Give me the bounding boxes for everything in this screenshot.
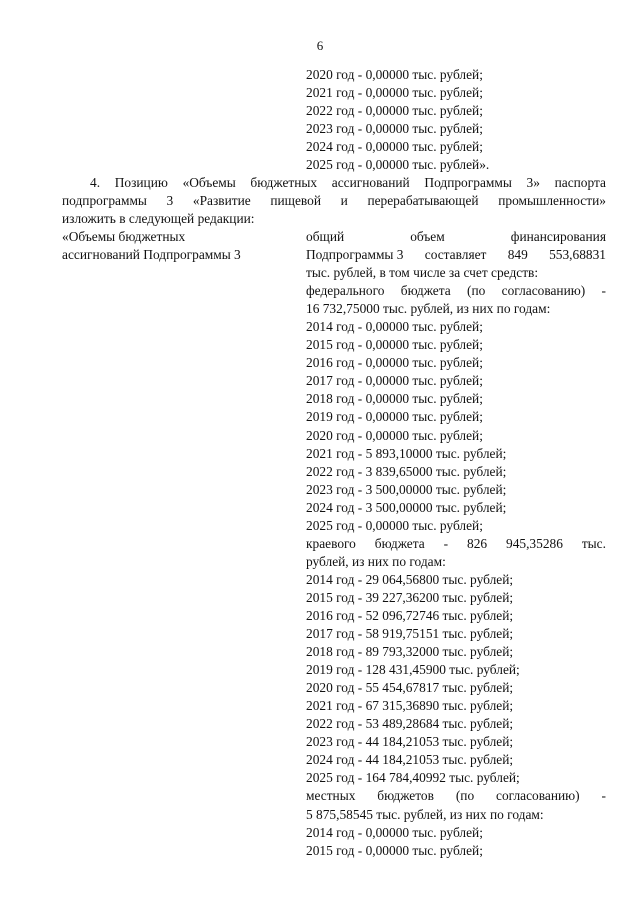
word: ассигнований — [331, 175, 410, 190]
word: 849 — [507, 247, 528, 263]
federal-year-item: 2015 год - 0,00000 тыс. рублей; — [306, 337, 483, 353]
list-item: 2022 год - 0,00000 тыс. рублей; — [306, 103, 483, 119]
intro-line: тыс. рублей, в том числе за счет средств: — [306, 265, 539, 281]
word: краевого — [306, 535, 356, 551]
word: 945,35286 — [506, 535, 563, 551]
regional-year-item: 2025 год - 164 784,40992 тыс. рублей; — [306, 770, 520, 786]
intro-line: 16 732,75000 тыс. рублей, из них по годам: — [306, 301, 551, 317]
list-item: 2021 год - 0,00000 тыс. рублей; — [306, 85, 483, 101]
intro-line — [306, 282, 606, 300]
word: Позицию — [114, 175, 168, 190]
federal-year-item: 2016 год - 0,00000 тыс. рублей; — [306, 355, 483, 371]
word: «Объемы — [182, 175, 236, 190]
federal-year-item: 2024 год - 3 500,00000 тыс. рублей; — [306, 499, 507, 515]
paragraph-line — [62, 174, 606, 192]
regional-year-item: 2021 год - 67 315,36890 тыс. рублей; — [306, 698, 514, 714]
regional-year-item: 2014 год - 29 064,56800 тыс. рублей; — [306, 571, 514, 587]
word: перерабатывающей — [367, 193, 479, 209]
federal-year-item: 2014 год - 0,00000 тыс. рублей; — [306, 319, 483, 335]
regional-budget-line — [306, 535, 606, 553]
word: федерального — [306, 283, 385, 299]
word: 553,68831 — [549, 247, 606, 263]
regional-year-item: 2019 год - 128 431,45900 тыс. рублей; — [306, 662, 520, 678]
word: промышленности» — [498, 193, 606, 209]
word: Подпрограммы — [424, 175, 512, 190]
position-title — [62, 228, 292, 264]
instruction-paragraph — [62, 174, 606, 228]
word: тыс. — [581, 535, 606, 551]
list-item: 2023 год - 0,00000 тыс. рублей; — [306, 121, 483, 137]
intro-line — [306, 246, 606, 264]
word: объем — [410, 229, 445, 244]
local-year-item: 2014 год - 0,00000 тыс. рублей; — [306, 824, 483, 840]
federal-year-item: 2018 год - 0,00000 тыс. рублей; — [306, 391, 483, 407]
federal-year-item: 2023 год - 3 500,00000 тыс. рублей; — [306, 481, 507, 497]
top-year-list — [306, 66, 606, 174]
regional-year-item: 2017 год - 58 919,75151 тыс. рублей; — [306, 626, 514, 642]
federal-year-item: 2021 год - 5 893,10000 тыс. рублей; — [306, 445, 507, 461]
word: Подпрограммы 3 — [306, 247, 404, 263]
regional-year-item: 2024 год - 44 184,21053 тыс. рублей; — [306, 752, 514, 768]
intro-line — [306, 228, 606, 246]
word: - — [443, 535, 449, 551]
word: 3 — [166, 193, 174, 209]
federal-year-item: 2017 год - 0,00000 тыс. рублей; — [306, 373, 483, 389]
word: бюджета — [374, 535, 425, 551]
paragraph-line: изложить в следующей редакции: — [62, 211, 255, 227]
federal-year-item: 2020 год - 0,00000 тыс. рублей; — [306, 427, 483, 443]
word: подпрограммы — [62, 193, 147, 209]
federal-year-item: 2025 год - 0,00000 тыс. рублей; — [306, 517, 483, 533]
word: пищевой — [270, 193, 322, 209]
word: «Развитие — [192, 193, 251, 209]
local-year-item: 2015 год - 0,00000 тыс. рублей; — [306, 842, 483, 858]
regional-year-item: 2015 год - 39 227,36200 тыс. рублей; — [306, 589, 514, 605]
regional-year-item: 2018 год - 89 793,32000 тыс. рублей; — [306, 644, 514, 660]
federal-year-item: 2019 год - 0,00000 тыс. рублей; — [306, 409, 483, 425]
word: общий — [306, 229, 345, 244]
regional-year-item: 2016 год - 52 096,72746 тыс. рублей; — [306, 607, 514, 623]
word: (по — [455, 788, 475, 804]
word: - — [601, 788, 606, 804]
financing-description — [306, 228, 606, 860]
regional-year-item: 2023 год - 44 184,21053 тыс. рублей; — [306, 734, 514, 750]
page-number: 6 — [316, 38, 324, 53]
federal-year-item: 2022 год - 3 839,65000 тыс. рублей; — [306, 463, 507, 479]
word: 4. — [90, 175, 101, 190]
word: финансирования — [510, 229, 606, 244]
word: местных — [306, 788, 356, 804]
list-item: 2024 год - 0,00000 тыс. рублей; — [306, 139, 483, 155]
word: согласованию) — [496, 788, 580, 804]
word: бюджетов — [377, 788, 434, 804]
word: 826 — [467, 535, 488, 551]
position-title-line: ассигнований Подпрограммы 3 — [62, 247, 241, 263]
word: (по — [467, 283, 486, 299]
local-budget-line — [306, 787, 606, 805]
regional-budget-line: рублей, из них по годам: — [306, 553, 446, 569]
word: бюджета — [400, 283, 451, 299]
word: 3» — [526, 175, 540, 190]
word: составляет — [424, 247, 487, 263]
word: - — [601, 283, 606, 299]
list-item: 2025 год - 0,00000 тыс. рублей». — [306, 157, 490, 173]
word: бюджетных — [250, 175, 318, 190]
regional-year-item: 2020 год - 55 454,67817 тыс. рублей; — [306, 680, 514, 696]
word: согласованию) — [501, 283, 586, 299]
position-title-line: «Объемы бюджетных — [62, 229, 186, 244]
word: паспорта — [554, 175, 606, 190]
local-budget-line: 5 875,58545 тыс. рублей, из них по годам: — [306, 806, 544, 822]
word: и — [340, 193, 348, 209]
paragraph-line — [62, 192, 606, 210]
list-item: 2020 год - 0,00000 тыс. рублей; — [306, 67, 483, 82]
regional-year-item: 2022 год - 53 489,28684 тыс. рублей; — [306, 716, 514, 732]
